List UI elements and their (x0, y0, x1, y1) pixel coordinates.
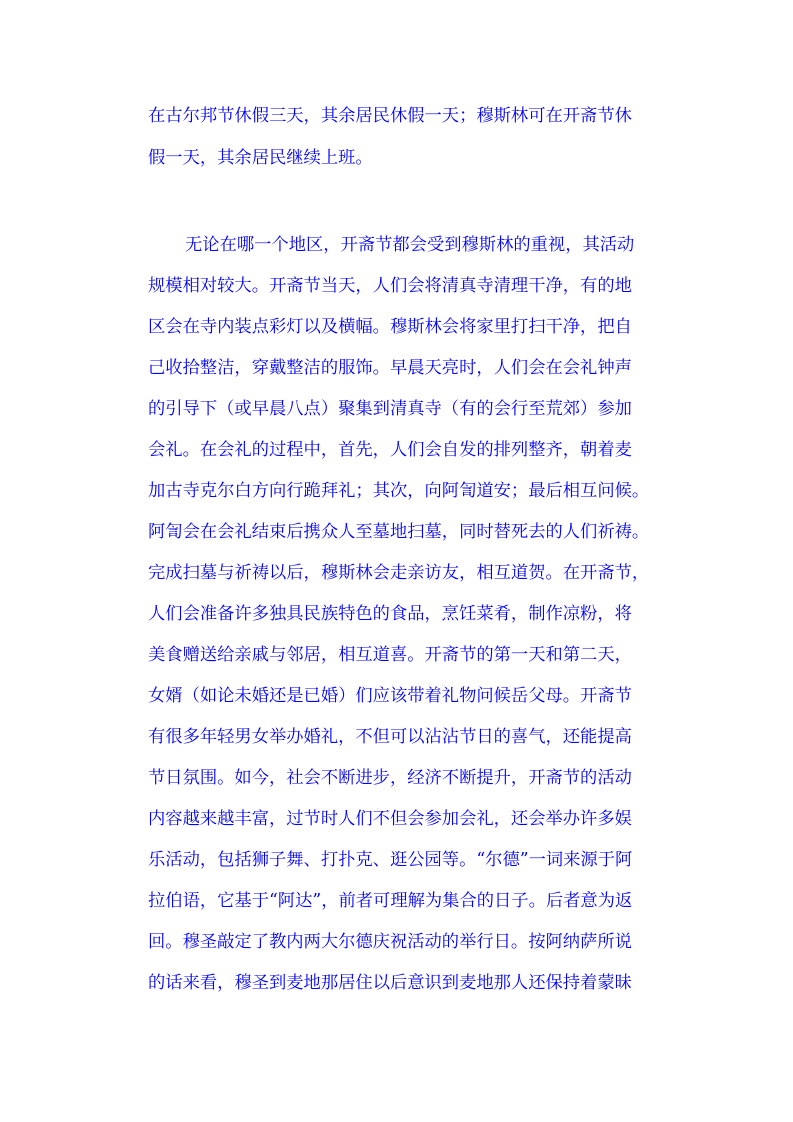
text-line: 的引导下（或早晨八点）聚集到清真寺（有的会行至荒郊）参加 (148, 399, 632, 419)
text-line: 区会在寺内装点彩灯以及横幅。穆斯林会将家里打扫干净，把自 (148, 317, 632, 337)
text-line: 无论在哪一个地区，开斋节都会受到穆斯林的重视，其活动 (185, 235, 635, 255)
text-line: 女婿（如论未婚还是已婚）们应该带着礼物问候岳父母。开斋节 (148, 686, 632, 706)
text-line: 的话来看，穆圣到麦地那居住以后意识到麦地那人还保持着蒙昧 (148, 973, 632, 993)
text-line: 规模相对较大。开斋节当天，人们会将清真寺清理干净，有的地 (148, 276, 632, 296)
text-line: 节日氛围。如今，社会不断进步，经济不断提升，开斋节的活动 (148, 768, 632, 788)
text-line: 己收拾整洁，穿戴整洁的服饰。早晨天亮时，人们会在会礼钟声 (148, 358, 632, 378)
text-line: 阿訇会在会礼结束后携众人至墓地扫墓，同时替死去的人们祈祷。 (148, 522, 650, 542)
text-line: 加古寺克尔白方向行跪拜礼；其次，向阿訇道安；最后相互问候。 (148, 481, 650, 501)
text-line: 完成扫墓与祈祷以后，穆斯林会走亲访友，相互道贺。在开斋节， (148, 563, 650, 583)
text-line: 内容越来越丰富，过节时人们不但会参加会礼，还会举办许多娱 (148, 809, 632, 829)
text-line: 回。穆圣敲定了教内两大尔德庆祝活动的举行日。按阿纳萨所说 (148, 932, 632, 952)
text-line: 人们会准备许多独具民族特色的食品，烹饪菜肴，制作凉粉，将 (148, 604, 632, 624)
text-line: 在古尔邦节休假三天，其余居民休假一天；穆斯林可在开斋节休 (148, 106, 632, 126)
text-line: 会礼。在会礼的过程中，首先，人们会自发的排列整齐，朝着麦 (148, 440, 632, 460)
text-line: 乐活动，包括狮子舞、打扑克、逛公园等。“尔德”一词来源于阿 (148, 850, 633, 870)
text-line: 有很多年轻男女举办婚礼，不但可以沾沾节日的喜气，还能提高 (148, 727, 632, 747)
text-line: 假一天，其余居民继续上班。 (148, 148, 373, 168)
text-line: 拉伯语，它基于“阿达”，前者可理解为集合的日子。后者意为返 (148, 891, 633, 911)
text-line: 美食赠送给亲戚与邻居，相互道喜。开斋节的第一天和第二天， (148, 645, 632, 665)
